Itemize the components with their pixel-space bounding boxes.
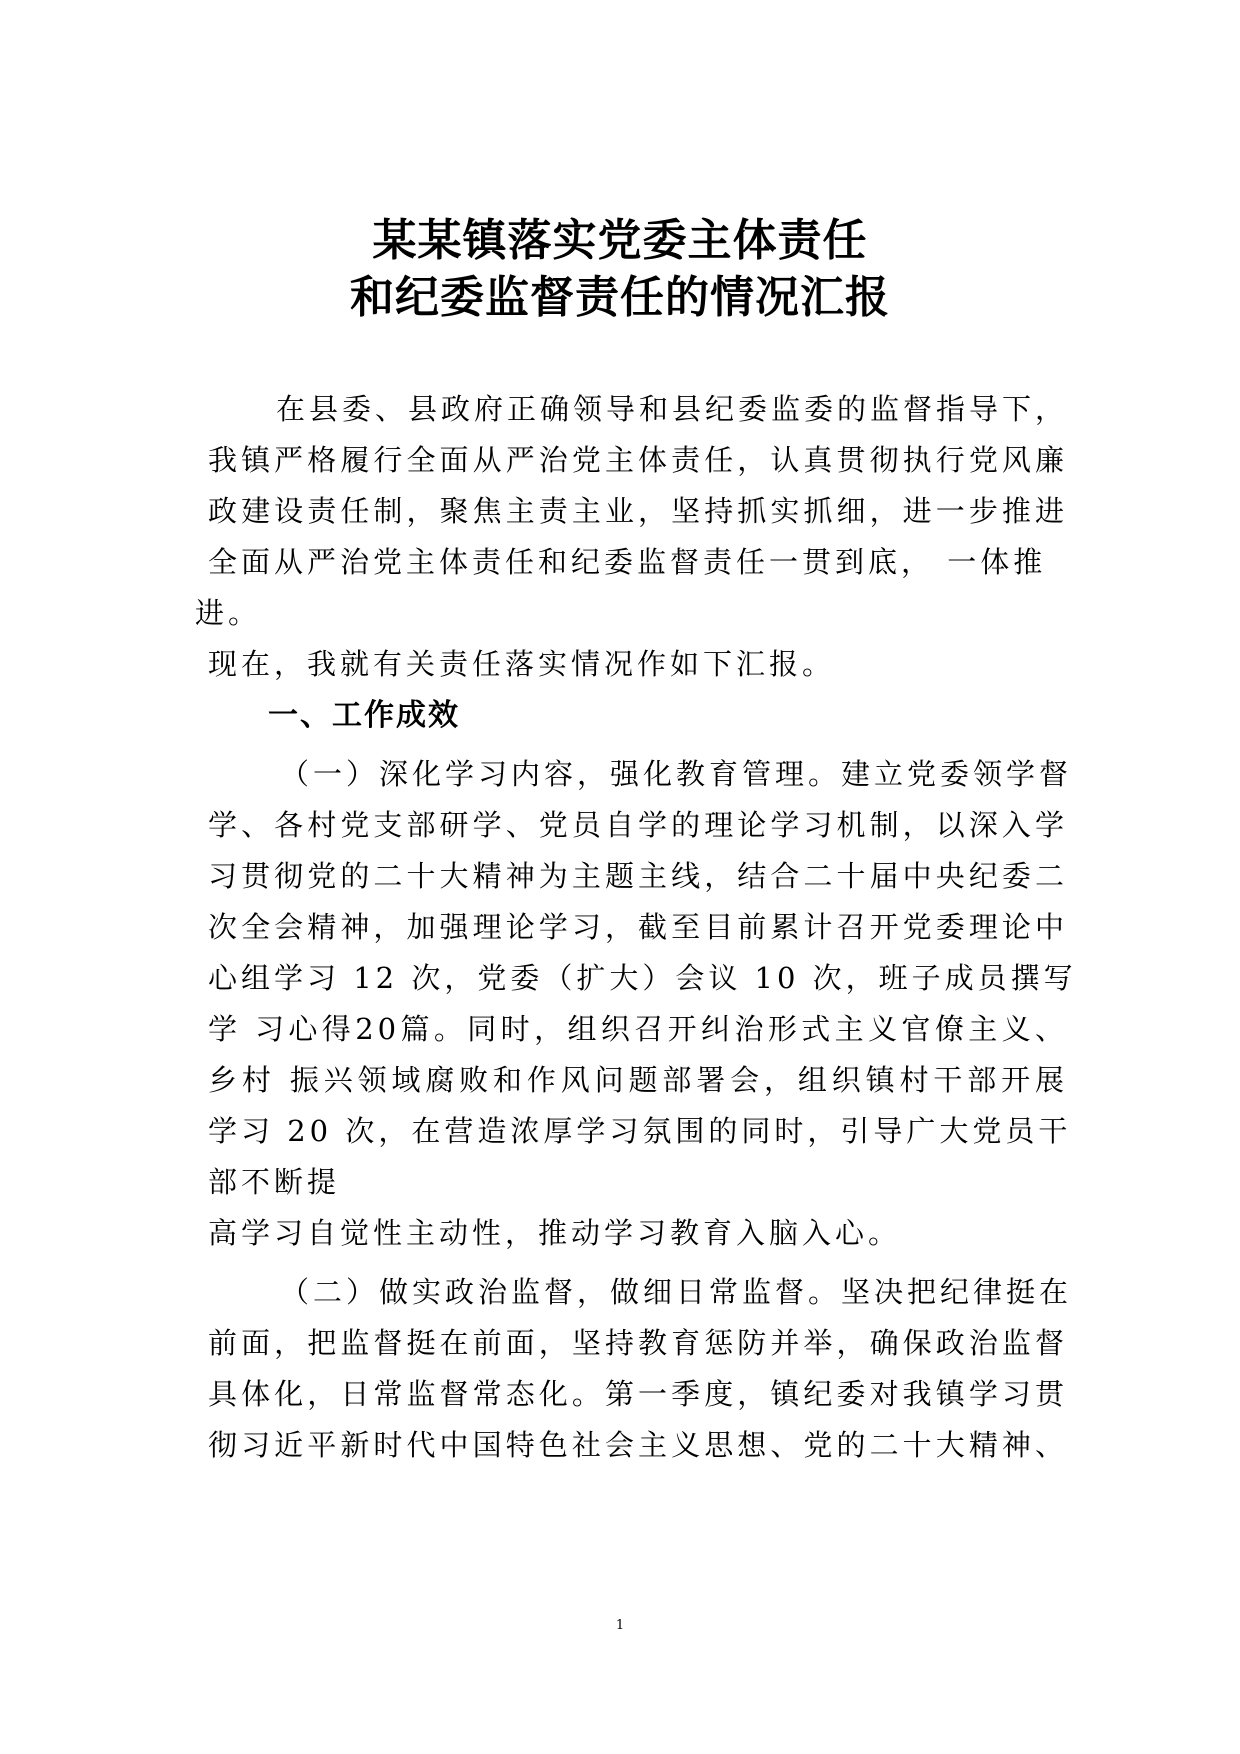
paragraph-line: 学习 20 次，在营造浓厚学习氛围的同时，引导广大党员干 (208, 1114, 1072, 1148)
paragraph-line: （二）做实政治监督，做细日常监督。坚决把纪律挺在 (280, 1275, 1073, 1309)
intro-line: 政建设责任制，聚焦主责主业，坚持抓实抓细，进一步推进 (208, 494, 1068, 528)
spacer (208, 1259, 1068, 1267)
intro-line: 全面从严治党主体责任和纪委监督责任一贯到底， 一体推 (208, 545, 1047, 579)
page-number: 1 (615, 1618, 625, 1633)
paragraph-line: 高学习自觉性主动性，推动学习教育入脑入心。 (208, 1216, 902, 1250)
paragraph-line: 部不断提 (208, 1165, 341, 1199)
paragraph-line: 学、各村党支部研学、党员自学的理论学习机制，以深入学 (208, 808, 1068, 842)
paragraph-line: 前面，把监督挺在前面，坚持教育惩防并举，确保政治监督 (208, 1326, 1068, 1360)
paragraph-line: 学 习心得20篇。同时，组织召开纠治形式主义官僚主义、 (208, 1012, 1068, 1046)
paragraph-line: 具体化，日常监督常态化。第一季度，镇纪委对我镇学习贯 (208, 1377, 1068, 1411)
intro-line: 现在，我就有关责任落实情况作如下汇报。 (208, 647, 836, 681)
intro-line: 在县委、县政府正确领导和县纪委监委的监督指导下， (276, 392, 1069, 426)
document-title-line-2: 和纪委监督责任的情况汇报 (350, 272, 890, 323)
intro-line: 我镇严格履行全面从严治党主体责任，认真贯彻执行党风廉 (208, 443, 1068, 477)
paragraph-line: （一）深化学习内容，强化教育管理。建立党委领学督 (280, 757, 1073, 791)
section-heading: 一、工作成效 (268, 698, 460, 733)
paragraph-line: 次全会精神，加强理论学习，截至目前累计召开党委理论中 (208, 910, 1068, 944)
spacer (208, 741, 1068, 749)
paragraph-line: 习贯彻党的二十大精神为主题主线，结合二十届中央纪委二 (208, 859, 1068, 893)
document-body (195, 384, 1077, 1471)
document-title-line-1: 某某镇落实党委主体责任 (372, 215, 868, 266)
paragraph-line: 彻习近平新时代中国特色社会主义思想、党的二十大精神、 (208, 1428, 1068, 1462)
intro-line: 进。 (195, 596, 262, 630)
paragraph-line: 心组学习 12 次，党委（扩大）会议 10 次，班子成员撰写 (208, 961, 1077, 995)
paragraph-line: 乡村 振兴领域腐败和作风问题部署会，组织镇村干部开展 (208, 1063, 1068, 1097)
